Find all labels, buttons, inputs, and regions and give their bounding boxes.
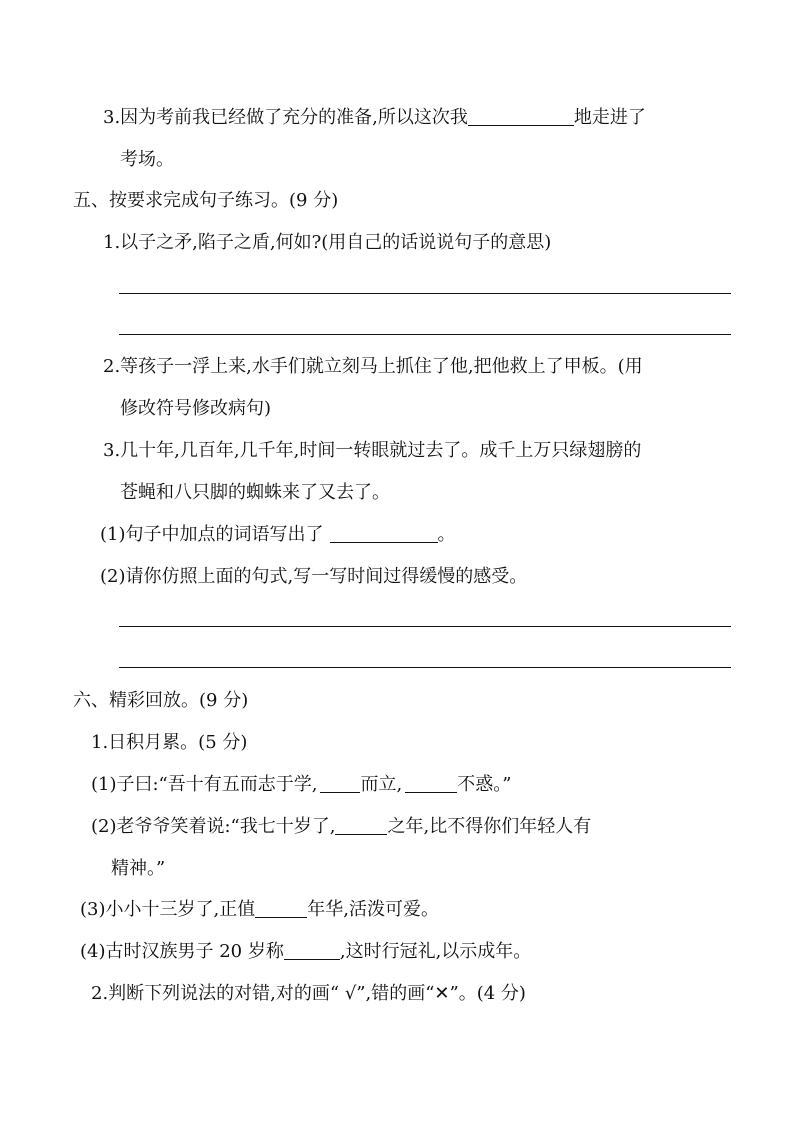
section-5-question-1: 1.以子之矛,陷子之盾,何如?(用自己的话说说句子的意思) <box>103 232 552 253</box>
answer-blank[interactable] <box>468 107 574 126</box>
sub-question-text-end: ,这时行冠礼,以示成年。 <box>339 941 532 962</box>
answer-line[interactable] <box>119 293 731 294</box>
sub-question-text-end: 。 <box>437 524 456 545</box>
question-3-text: 3.因为考前我已经做了充分的准备,所以这次我 <box>103 107 468 128</box>
answer-blank[interactable] <box>255 899 307 918</box>
answer-line[interactable] <box>119 667 731 668</box>
answer-blank[interactable] <box>284 941 340 960</box>
answer-blank[interactable] <box>405 774 457 793</box>
sub-question-1-4 <box>80 940 531 964</box>
section-5-question-3-line-1: 3.几十年,几百年,几千年,时间一转眼就过去了。成千上万只绿翅膀的 <box>103 440 642 461</box>
sub-question-text: (1)句子中加点的词语写出了 <box>100 524 324 545</box>
quote-text-end: 之年,比不得你们年轻人有 <box>387 816 592 837</box>
section-6-question-1: 1.日积月累。(5 分) <box>91 732 248 753</box>
sub-question-text: (4)古时汉族男子 20 岁称 <box>80 941 284 962</box>
sub-question-3-1 <box>100 523 456 547</box>
answer-blank[interactable] <box>320 774 360 793</box>
quote-text-end: 不惑。” <box>457 774 512 795</box>
quote-text-mid: 而立, <box>360 774 403 795</box>
question-3-line-1 <box>103 106 646 130</box>
answer-blank[interactable] <box>335 816 387 835</box>
section-5-question-2-line-2: 修改符号修改病句) <box>120 398 272 419</box>
section-5-question-3-line-2: 苍蝇和八只脚的蜘蛛来了又去了。 <box>120 482 390 503</box>
section-5-heading: 五、按要求完成句子练习。(9 分) <box>73 190 339 211</box>
section-5-question-2-line-1: 2.等孩子一浮上来,水手们就立刻马上抓住了他,把他救上了甲板。(用 <box>103 356 643 377</box>
answer-line[interactable] <box>119 334 731 335</box>
section-6-heading: 六、精彩回放。(9 分) <box>73 690 249 711</box>
answer-blank[interactable] <box>330 524 438 543</box>
question-3-text-end: 地走进了 <box>573 107 646 128</box>
quote-text: (1)子曰:“吾十有五而志于学, <box>91 774 318 795</box>
quote-text: (2)老爷爷笑着说:“我七十岁了, <box>91 816 336 837</box>
sub-question-1-2-line-2: 精神。” <box>111 858 166 879</box>
sub-question-1-2-line-1 <box>91 815 591 839</box>
sub-question-text: (3)小小十三岁了,正值 <box>80 899 256 920</box>
question-3-line-2: 考场。 <box>120 149 174 170</box>
section-6-question-2: 2.判断下列说法的对错,对的画“ √”,错的画“✕”。(4 分) <box>91 983 526 1004</box>
sub-question-1-3 <box>80 898 439 922</box>
sub-question-text-end: 年华,活泼可爱。 <box>307 899 439 920</box>
sub-question-3-2: (2)请你仿照上面的句式,写一写时间过得缓慢的感受。 <box>100 566 528 587</box>
sub-question-1-1 <box>91 773 511 797</box>
answer-line[interactable] <box>119 626 731 627</box>
